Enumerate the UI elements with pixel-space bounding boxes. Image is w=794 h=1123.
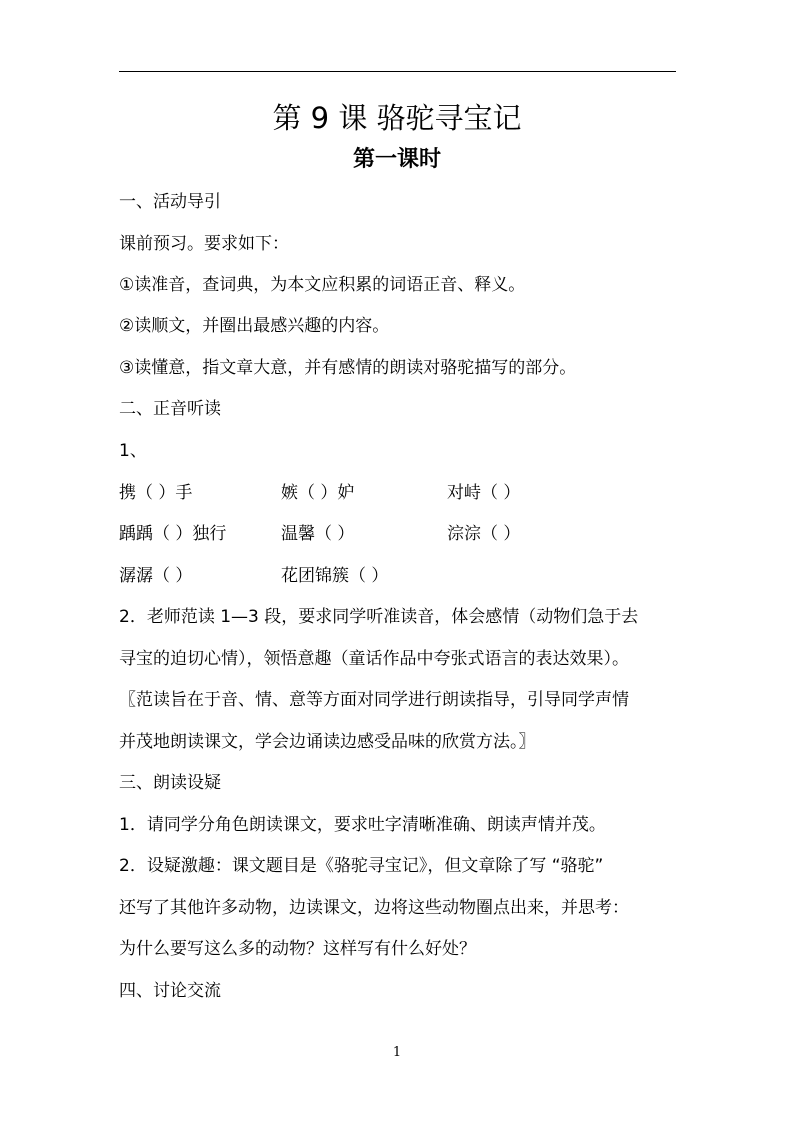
page-number: 1 <box>392 1045 402 1060</box>
pronunciation-item-1-number: 1、 <box>119 441 147 461</box>
pinyin-cell: 潺潺（ ） <box>119 566 193 586</box>
section-heading-pronunciation: 二、正音听读 <box>119 399 221 419</box>
preview-item-1: ①读准音，查词典，为本文应积累的词语正音、释义。 <box>119 275 526 295</box>
preview-intro: 课前预习。要求如下： <box>119 234 289 254</box>
header-rule <box>119 71 676 72</box>
preview-item-2: ②读顺文，并圈出最感兴趣的内容。 <box>119 316 390 336</box>
pinyin-cell: 花团锦簇（ ） <box>281 566 389 586</box>
question-item-line-3: 为什么要写这么多的动物？这样写有什么好处？ <box>119 939 476 959</box>
preview-item-3: ③读懂意，指文章大意，并有感情的朗读对骆驼描写的部分。 <box>119 358 577 378</box>
pinyin-cell: 淙淙（ ） <box>447 524 521 544</box>
lesson-title: 第 9 课 骆驼寻宝记 <box>272 101 522 135</box>
question-item-line-1: 2．设疑激趣：课文题目是《骆驼寻宝记》，但文章除了写 “骆驼” <box>119 856 604 876</box>
pinyin-cell: 携（ ）手 <box>119 483 193 503</box>
model-reading-note-line-2: 并茂地朗读课文，学会边诵读边感受品味的欣赏方法。〗 <box>119 732 536 752</box>
pinyin-cell: 温馨（ ） <box>281 524 355 544</box>
lesson-subtitle: 第一课时 <box>352 147 441 172</box>
model-reading-note-line-1: 〖范读旨在于音、情、意等方面对同学进行朗读指导，引导同学声情 <box>119 690 629 710</box>
model-reading-line-2: 寻宝的迫切心情），领悟意趣（童话作品中夸张式语言的表达效果）。 <box>119 649 629 669</box>
section-heading-discussion: 四、讨论交流 <box>119 981 221 1001</box>
pinyin-cell: 踽踽（ ）独行 <box>119 524 227 544</box>
model-reading-line-1: 2．老师范读 1—3 段，要求同学听准读音，体会感情（动物们急于去 <box>119 607 639 627</box>
section-heading-activity: 一、活动导引 <box>119 192 221 212</box>
role-reading-item: 1．请同学分角色朗读课文，要求吐字清晰准确、朗读声情并茂。 <box>119 815 606 835</box>
section-heading-reading-questions: 三、朗读设疑 <box>119 773 221 793</box>
pinyin-cell: 嫉（ ）妒 <box>281 483 355 503</box>
pinyin-cell: 对峙（ ） <box>447 483 521 503</box>
question-item-line-2: 还写了其他许多动物，边读课文，边将这些动物圈点出来，并思考： <box>119 898 629 918</box>
